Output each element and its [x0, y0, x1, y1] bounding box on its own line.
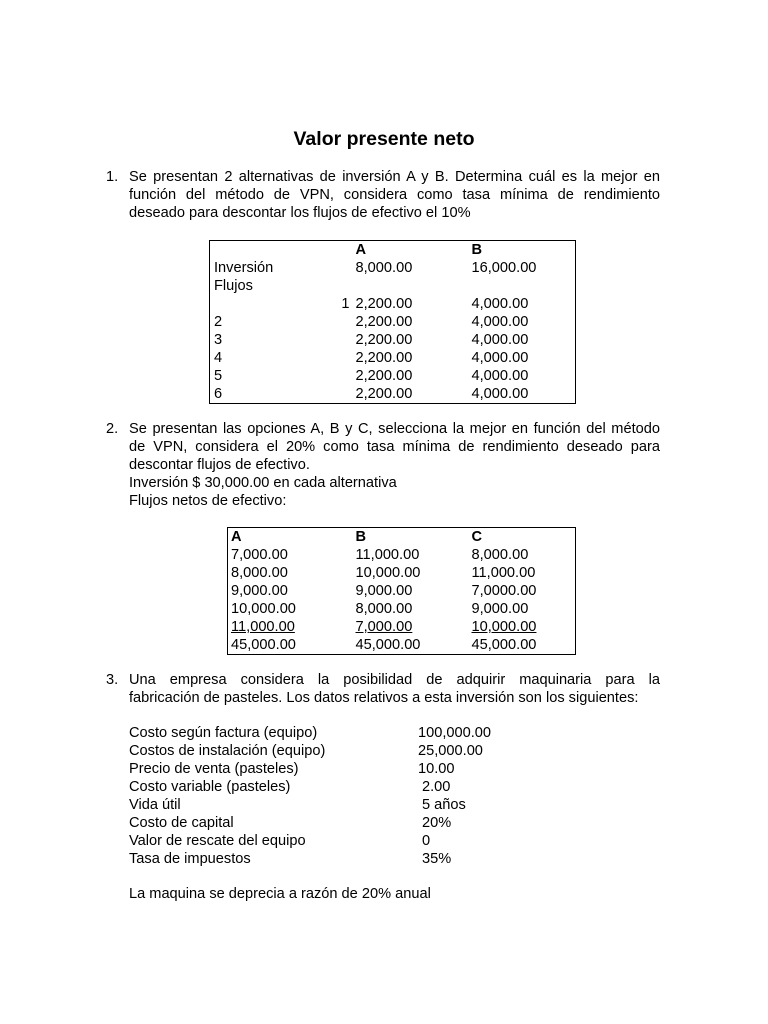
- question-2-number: 2.: [106, 421, 119, 437]
- data-label: Costos de instalación (equipo): [129, 743, 326, 759]
- table-cell: 4,000.00: [471, 314, 529, 330]
- table-header-cell: [302, 241, 356, 260]
- data-label: Precio de venta (pasteles): [129, 761, 299, 777]
- table-cell: [356, 277, 472, 295]
- page-title: Valor presente neto: [293, 128, 475, 150]
- table-cell: [302, 367, 356, 385]
- table-cell: 10,000.00: [471, 619, 537, 635]
- table-cell: [302, 259, 356, 277]
- table-row: [210, 277, 576, 295]
- depreciation-note: La maquina se deprecia a razón de 20% anual: [129, 886, 431, 902]
- table-cell: 8,000.00: [471, 547, 529, 563]
- question-2-line: de VPN, considera el 20% como tasa mínima de rendimiento deseado para: [129, 439, 660, 455]
- question-2-line: Flujos netos de efectivo:: [129, 493, 287, 509]
- table-row: [210, 313, 576, 331]
- question-3-text: [129, 671, 660, 707]
- question-1-line: función del método de VPN, considera como tasa mínima de rendimiento: [129, 187, 660, 203]
- data-label: Vida útil: [129, 797, 181, 813]
- table-cell: 7,000.00: [355, 619, 413, 635]
- table-header-cell: C: [471, 529, 483, 545]
- table-row: [228, 564, 576, 582]
- table-row: [210, 385, 576, 404]
- table-cell: 4,000.00: [471, 368, 529, 384]
- question-1-line: deseado para descontar los flujos de efectivo el 10%: [129, 205, 471, 221]
- table-header-cell: [210, 241, 302, 260]
- table-row: [210, 349, 576, 367]
- investment-table-1: [209, 240, 576, 404]
- data-value: 100,000.00: [418, 725, 492, 741]
- table-cell: 10,000.00: [355, 565, 421, 581]
- table-cell: 2,200.00: [355, 368, 413, 384]
- question-2-line: Se presentan las opciones A, B y C, selecciona la mejor en función del método: [129, 421, 660, 437]
- table-cell: [210, 295, 302, 313]
- table-cell: 9,000.00: [355, 583, 413, 599]
- question-1-text: [129, 168, 660, 222]
- table-header-row: [210, 241, 576, 260]
- table-cell: [302, 331, 356, 349]
- question-2-line: descontar flujos de efectivo.: [129, 457, 310, 473]
- data-value: 25,000.00: [418, 743, 483, 759]
- data-label: Tasa de impuestos: [129, 851, 251, 867]
- table-cell: [302, 349, 356, 367]
- table-cell: 2,200.00: [355, 296, 413, 312]
- table-cell: 8,000.00: [355, 601, 413, 617]
- table-cell: 7,000.00: [231, 547, 288, 563]
- table-cell: 4,000.00: [471, 350, 529, 366]
- table-cell: 45,000.00: [471, 637, 537, 653]
- table-cell: 1: [341, 296, 350, 312]
- data-value: 2.00: [422, 779, 451, 795]
- table-row: [228, 600, 576, 618]
- data-value: 20%: [422, 815, 452, 831]
- table-cell: 4: [214, 350, 223, 366]
- table-row: [210, 259, 576, 277]
- data-value: 35%: [422, 851, 452, 867]
- table-header-cell: B: [355, 529, 367, 545]
- table-row: [210, 331, 576, 349]
- table-cell: 8,000.00: [355, 260, 413, 276]
- table-cell: [472, 277, 576, 295]
- table-cell: 2,200.00: [355, 386, 413, 402]
- table-row: [228, 582, 576, 600]
- data-label: Costo según factura (equipo): [129, 725, 318, 741]
- table-header-cell: A: [231, 529, 242, 545]
- question-3-line: Una empresa considera la posibilidad de adquirir maquinaria para la: [129, 672, 660, 688]
- table-cell: 3: [214, 332, 223, 348]
- table-cell: 7,0000.00: [471, 583, 537, 599]
- question-3-number: 3.: [106, 672, 119, 688]
- table-cell: 10,000.00: [231, 601, 296, 617]
- investment-table-2: [227, 527, 576, 655]
- data-value: 0: [422, 833, 431, 849]
- table-cell: 5: [214, 368, 223, 384]
- table-cell: [302, 385, 356, 404]
- table-cell: [302, 277, 356, 295]
- question-1-number: 1.: [106, 169, 119, 185]
- table-cell: 16,000.00: [471, 260, 537, 276]
- table-row: [210, 367, 576, 385]
- data-value: 5 años: [422, 797, 466, 813]
- table-cell: [302, 313, 356, 331]
- table-row: [210, 295, 576, 313]
- table-cell: 6: [214, 386, 223, 402]
- table-cell: 4,000.00: [471, 296, 529, 312]
- table-header-cell: A: [355, 242, 367, 258]
- table-cell: 2,200.00: [355, 314, 413, 330]
- data-label: Costo de capital: [129, 815, 234, 831]
- table-cell: 2,200.00: [355, 350, 413, 366]
- table-row: [228, 546, 576, 564]
- table-header-row: [228, 528, 576, 547]
- question-3-line: fabricación de pasteles. Los datos relativos a esta inversión son los siguientes:: [129, 690, 639, 706]
- table-cell: 4,000.00: [471, 332, 529, 348]
- table-row: [228, 618, 576, 636]
- table-cell: 11,000.00: [471, 565, 536, 581]
- table-cell: 9,000.00: [471, 601, 529, 617]
- table-cell: 9,000.00: [231, 583, 288, 599]
- table-cell: 2: [214, 314, 223, 330]
- data-label: Costo variable (pasteles): [129, 779, 291, 795]
- table-cell: 11,000.00: [355, 547, 420, 563]
- table-cell: Flujos: [214, 278, 253, 294]
- table-cell: 8,000.00: [231, 565, 288, 581]
- table-header-cell: B: [471, 242, 483, 258]
- table-cell: 11,000.00: [231, 619, 295, 635]
- table-row: [228, 636, 576, 655]
- data-label: Valor de rescate del equipo: [129, 833, 306, 849]
- data-value: 10.00: [418, 761, 455, 777]
- table-cell: 45,000.00: [355, 637, 421, 653]
- table-cell: 45,000.00: [231, 637, 296, 653]
- question-1-line: Se presentan 2 alternativas de inversión A y B. Determina cuál es la mejor en: [129, 169, 660, 185]
- question-2-text: [129, 420, 660, 510]
- table-cell: Inversión: [214, 260, 274, 276]
- question-2-line: Inversión $ 30,000.00 en cada alternativa: [129, 475, 397, 491]
- table-cell: 4,000.00: [471, 386, 529, 402]
- table-cell: 2,200.00: [355, 332, 413, 348]
